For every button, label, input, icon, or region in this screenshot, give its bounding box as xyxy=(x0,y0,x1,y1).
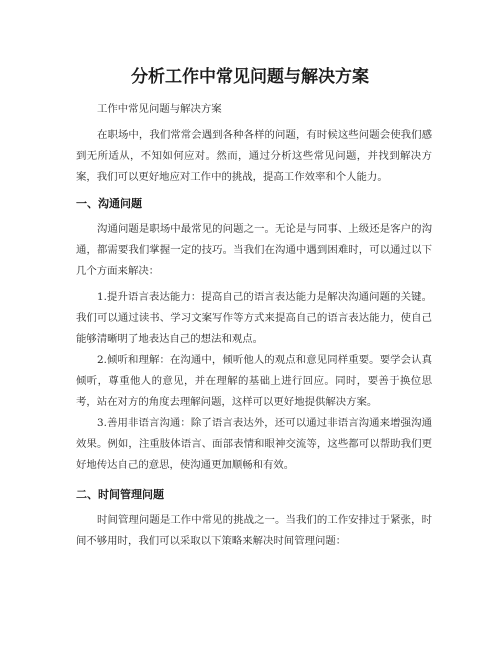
page-title: 分析工作中常见问题与解决方案 xyxy=(131,67,369,87)
time-management-intro-paragraph: 时间管理问题是工作中常见的挑战之一。当我们的工作安排过于紧张，时间不够用时，我们可以采取以下策略来解决时间管理问题： xyxy=(76,514,432,547)
communication-item-1: 1.提升语言表达能力：提高自己的语言表达能力是解决沟通问题的关键。我们可以通过读书、学习文案写作等方式来提高自己的语言表达能力，使自己能够清晰明了地表达自己的想法和观点。 xyxy=(76,291,432,345)
communication-intro-paragraph: 沟通问题是职场中最常见的问题之一。无论是与同事、上级还是客户的沟通，都需要我们掌握一定的技巧。当我们在沟通中遇到困难时，可以通过以下几个方面来解决： xyxy=(76,223,432,277)
intro-paragraph: 在职场中，我们常常会遇到各种各样的问题，有时候这些问题会使我们感到无所适从，不知如何应对。然而，通过分析这些常见问题，并找到解决方案，我们可以更好地应对工作中的挑战，提高工作效率和个人能力。 xyxy=(76,129,432,183)
section-heading-time-management: 二、时间管理问题 xyxy=(76,488,164,501)
communication-item-2: 2.倾听和理解：在沟通中，倾听他人的观点和意见同样重要。要学会认真倾听，尊重他人的意见，并在理解的基础上进行回应。同时，要善于换位思考，站在对方的角度去理解问题，这样可以更好地提供解决方案。 xyxy=(76,354,432,408)
communication-item-3: 3.善用非语言沟通：除了语言表达外，还可以通过非语言沟通来增强沟通效果。例如，注重肢体语言、面部表情和眼神交流等，这些都可以帮助我们更好地传达自己的意思，使沟通更加顺畅和有效。 xyxy=(76,417,432,471)
section-heading-communication: 一、沟通问题 xyxy=(76,197,142,210)
subtitle: 工作中常见问题与解决方案 xyxy=(97,103,222,115)
